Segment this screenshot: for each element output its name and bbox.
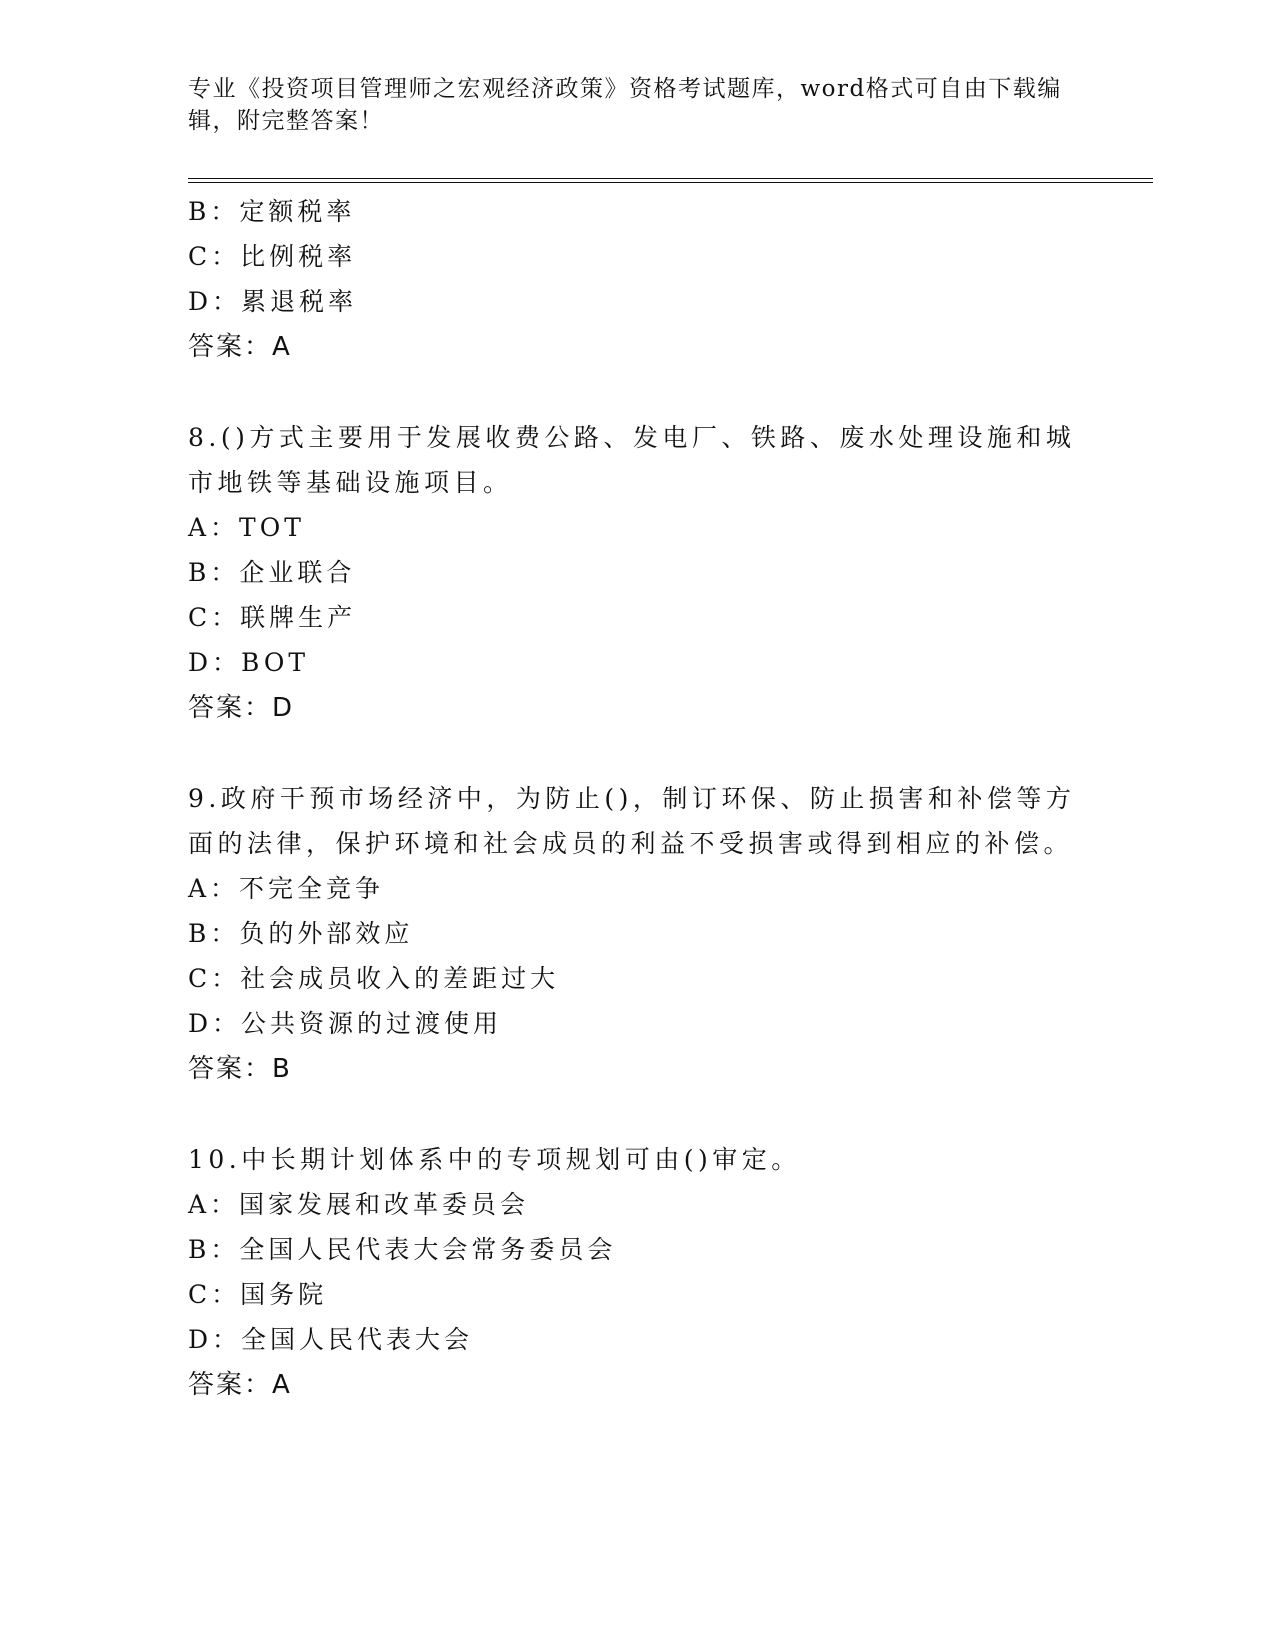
answer: 答案：B [188,1054,292,1084]
question-9-stem-line-2: 面的法律，保护环境和社会成员的利益不受损害或得到相应的补偿。 [188,829,1074,858]
question-10-stem-line-1: 10.中长期计划体系中的专项规划可由()审定。 [188,1145,801,1174]
option-c: C：社会成员收入的差距过大 [188,964,560,993]
option-b: B：负的外部效应 [188,919,414,948]
option-a: A：不完全竞争 [188,874,385,903]
question-8-stem-line-2: 市地铁等基础设施项目。 [188,468,513,497]
option-a: A：TOT [188,513,305,542]
option-d: D：累退税率 [188,287,358,316]
option-a: A：国家发展和改革委员会 [188,1190,530,1219]
option-c: C：比例税率 [188,242,357,271]
option-d: D：BOT [188,648,310,677]
answer: 答案：A [188,1370,292,1400]
header-line-2: 辑，附完整答案！ [188,108,384,134]
question-8-stem-line-1: 8.()方式主要用于发展收费公路、发电厂、铁路、废水处理设施和城 [188,423,1076,452]
answer: 答案：A [188,332,292,362]
option-b: B：企业联合 [188,558,356,587]
question-list [188,189,1088,1408]
header-divider-top [188,178,1153,179]
question-8-block [188,415,1088,731]
question-9-stem-line-1: 9.政府干预市场经济中，为防止()，制订环保、防止损害和补偿等方 [188,784,1076,813]
prev-question-block [188,189,1088,370]
option-c: C：联牌生产 [188,603,357,632]
option-d: D：全国人民代表大会 [188,1325,474,1354]
option-b: B：定额税率 [188,197,356,226]
header-divider-bottom [188,182,1153,183]
option-b: B：全国人民代表大会常务委员会 [188,1235,617,1264]
question-10-block [188,1137,1088,1408]
question-9-block [188,776,1088,1092]
option-c: C：国务院 [188,1280,328,1309]
header-line-1: 专业《投资项目管理师之宏观经济政策》资格考试题库，word格式可自由下载编 [188,76,1062,102]
document-header [188,73,1068,137]
answer: 答案：D [188,693,295,723]
option-d: D：公共资源的过渡使用 [188,1009,503,1038]
